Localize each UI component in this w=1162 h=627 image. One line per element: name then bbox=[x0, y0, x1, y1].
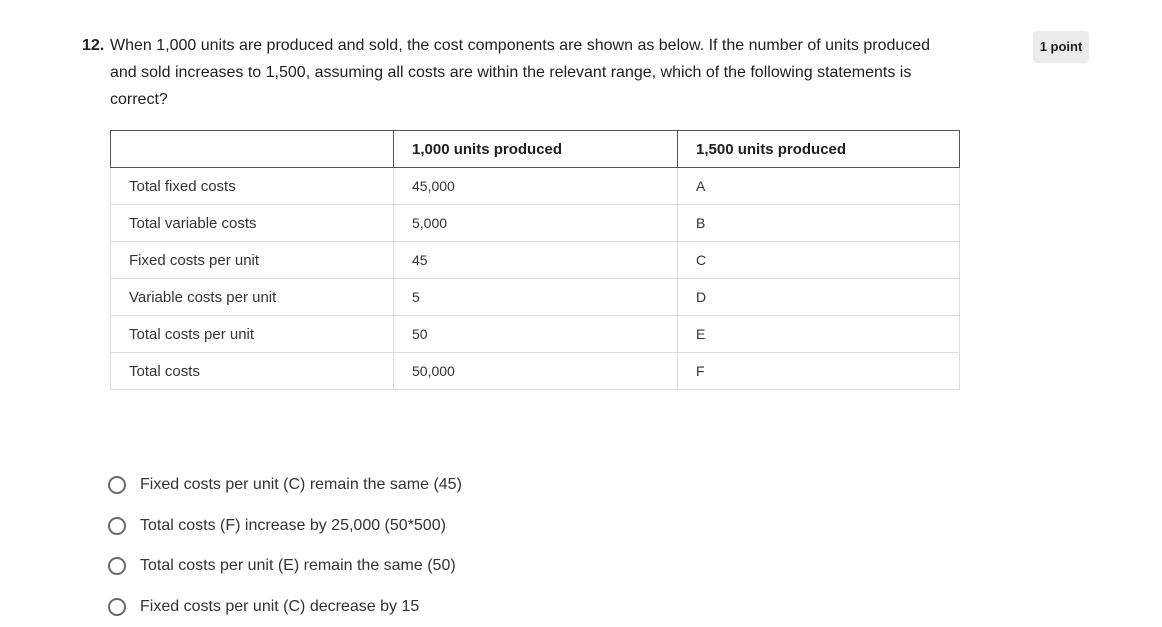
cell-1500-units: E bbox=[678, 316, 960, 353]
row-label: Total fixed costs bbox=[111, 168, 394, 205]
points-badge: 1 point bbox=[1033, 31, 1089, 63]
cell-1500-units: A bbox=[678, 168, 960, 205]
cell-1500-units: B bbox=[678, 205, 960, 242]
table-row bbox=[111, 242, 960, 279]
radio-button[interactable] bbox=[108, 557, 126, 575]
row-label: Fixed costs per unit bbox=[111, 242, 394, 279]
cell-1000-units: 45,000 bbox=[394, 168, 678, 205]
table-header-row bbox=[111, 131, 960, 168]
cell-1000-units: 5 bbox=[394, 279, 678, 316]
answer-option-3[interactable] bbox=[108, 546, 808, 587]
cell-1000-units: 50,000 bbox=[394, 353, 678, 390]
cost-table bbox=[110, 130, 960, 390]
row-label: Total variable costs bbox=[111, 205, 394, 242]
radio-button[interactable] bbox=[108, 517, 126, 535]
question-number: 12. bbox=[82, 32, 104, 59]
table-header-1000-units: 1,000 units produced bbox=[394, 131, 678, 168]
table-row bbox=[111, 353, 960, 390]
radio-button[interactable] bbox=[108, 598, 126, 616]
cell-1500-units: D bbox=[678, 279, 960, 316]
table-row bbox=[111, 205, 960, 242]
option-label[interactable]: Total costs per unit (E) remain the same (50) bbox=[140, 557, 456, 575]
radio-button[interactable] bbox=[108, 476, 126, 494]
row-label: Total costs bbox=[111, 353, 394, 390]
row-label: Total costs per unit bbox=[111, 316, 394, 353]
option-label[interactable]: Fixed costs per unit (C) decrease by 15 bbox=[140, 598, 419, 616]
answer-options bbox=[108, 465, 808, 627]
cell-1000-units: 5,000 bbox=[394, 205, 678, 242]
answer-option-2[interactable] bbox=[108, 506, 808, 547]
table-row bbox=[111, 168, 960, 205]
row-label: Variable costs per unit bbox=[111, 279, 394, 316]
cell-1500-units: F bbox=[678, 353, 960, 390]
cell-1000-units: 50 bbox=[394, 316, 678, 353]
table-header-empty bbox=[111, 131, 394, 168]
answer-option-4[interactable] bbox=[108, 587, 808, 627]
cell-1500-units: C bbox=[678, 242, 960, 279]
table-row bbox=[111, 316, 960, 353]
table-row bbox=[111, 279, 960, 316]
table-header-1500-units: 1,500 units produced bbox=[678, 131, 960, 168]
cell-1000-units: 45 bbox=[394, 242, 678, 279]
option-label[interactable]: Fixed costs per unit (C) remain the same (45) bbox=[140, 476, 462, 494]
option-label[interactable]: Total costs (F) increase by 25,000 (50*500) bbox=[140, 517, 446, 535]
question-text: When 1,000 units are produced and sold, the cost components are shown as below. If the number of units produced and sold increases to 1,500, assuming all costs are within the relevant range, which of the following statements is correct? bbox=[110, 32, 940, 113]
answer-option-1[interactable] bbox=[108, 465, 808, 506]
